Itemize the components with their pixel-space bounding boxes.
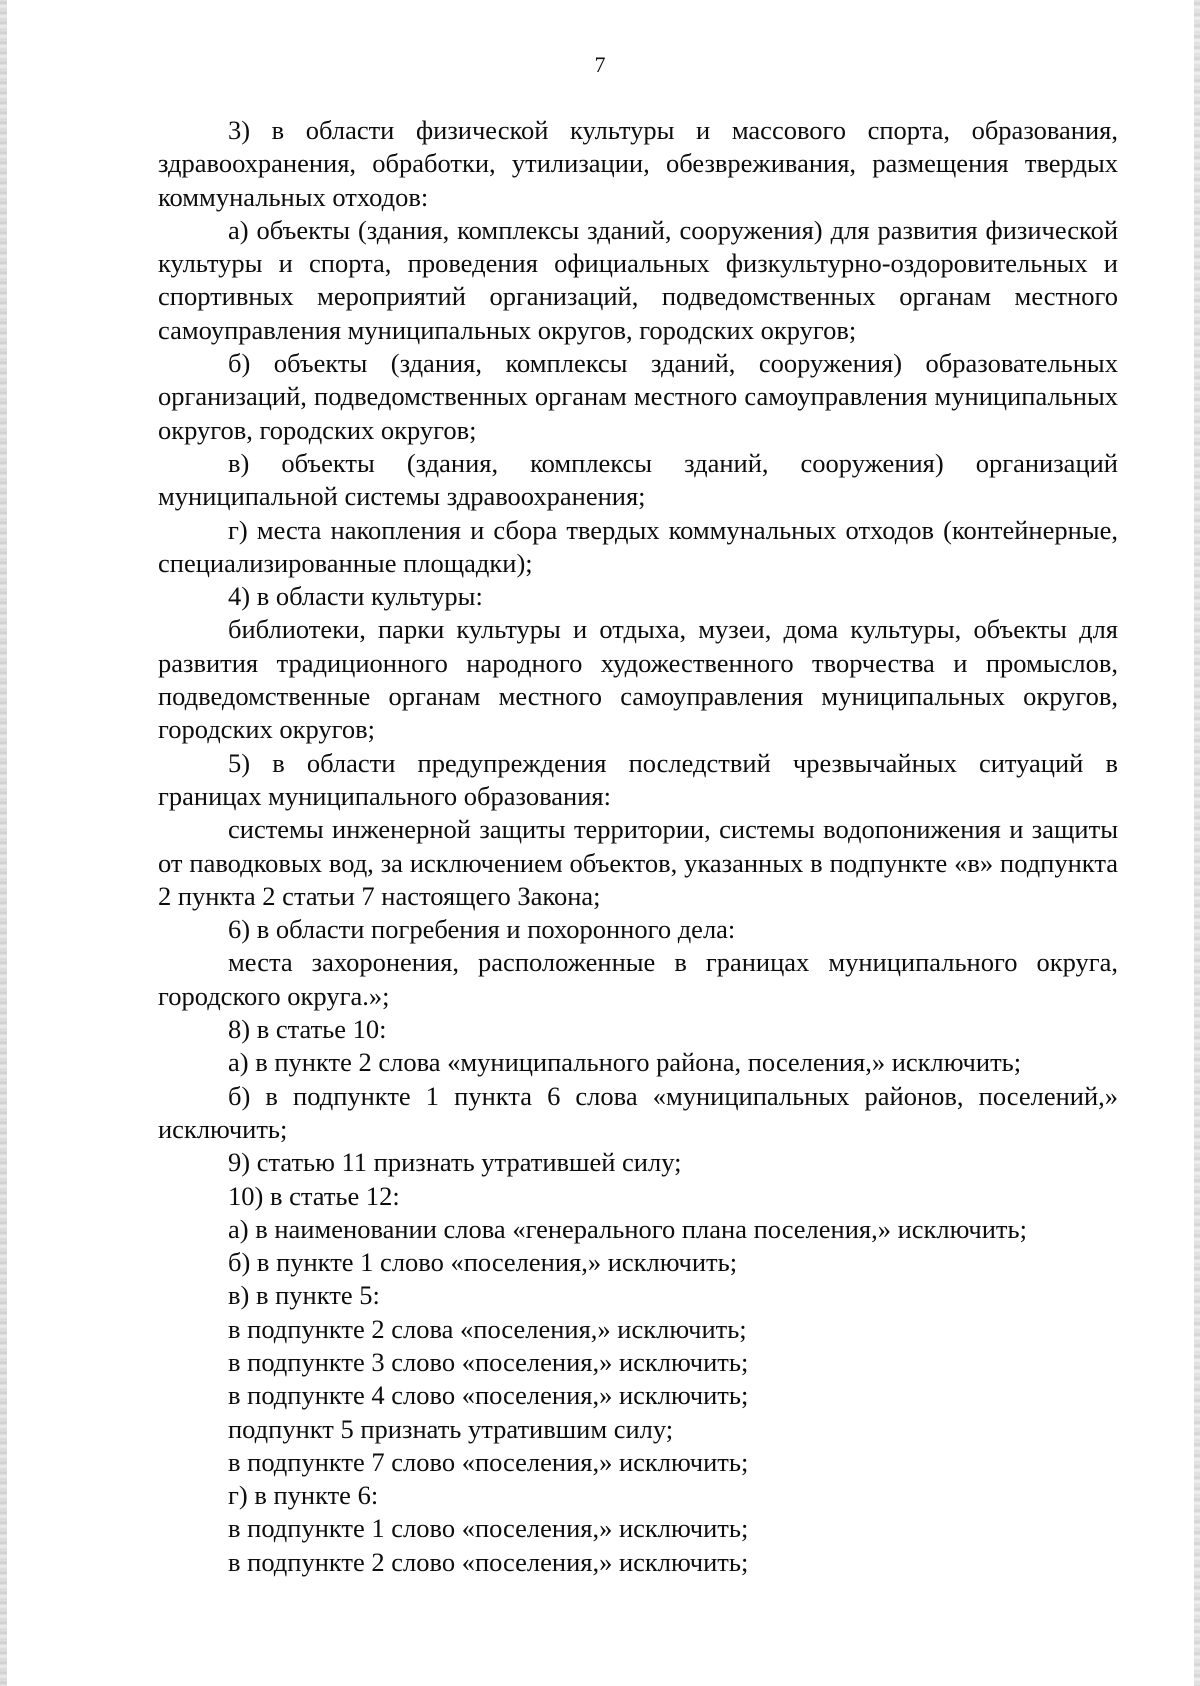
paragraph: г) места накопления и сбора твердых коммунальных отходов (контейнерные, специализированные площадки);: [158, 514, 1118, 578]
paragraph: 9) статью 11 признать утратившей силу;: [228, 1147, 682, 1178]
paragraph: в подпункте 2 слово «поселения,» исключить;: [228, 1546, 749, 1577]
paragraph: в) объекты (здания, комплексы зданий, сооружения) организаций муниципальной системы здравоохранения;: [158, 447, 1118, 512]
paragraph: г) в пункте 6:: [228, 1480, 379, 1511]
paragraph: в подпункте 1 слово «поселения,» исключить;: [228, 1513, 749, 1544]
paragraph: а) в наименовании слова «генерального плана поселения,» исключить;: [228, 1213, 1027, 1244]
paragraph: в подпункте 3 слово «поселения,» исключить;: [228, 1346, 749, 1377]
scan-edge-right: [1194, 0, 1200, 1686]
paragraph: подпункт 5 признать утратившим силу;: [228, 1413, 674, 1444]
paragraph: в) в пункте 5:: [228, 1280, 380, 1311]
paragraph: б) в подпункте 1 пункта 6 слова «муниципальных районов, поселений,» исключить;: [158, 1080, 1118, 1144]
document-body: [158, 114, 1118, 1579]
paragraph: 3) в области физической культуры и массового спорта, образования, здравоохранения, обработки, утилизации, обезвреживания, размещения твердых коммунальных отходов:: [158, 115, 1118, 212]
paragraph: б) в пункте 1 слово «поселения,» исключить;: [228, 1247, 738, 1278]
paragraph: а) в пункте 2 слова «муниципального района, поселения,» исключить;: [228, 1047, 1022, 1078]
paragraph: 6) в области погребения и похоронного дела:: [228, 914, 736, 945]
paragraph: 5) в области предупреждения последствий чрезвычайных ситуаций в границах муниципального образования:: [158, 747, 1118, 811]
paragraph: в подпункте 7 слово «поселения,» исключить;: [228, 1446, 749, 1477]
paragraph: места захоронения, расположенные в границах муниципального округа, городского округа.»;: [158, 947, 1118, 1011]
paragraph: б) объекты (здания, комплексы зданий, сооружения) образовательных организаций, подведомственных органам местного самоуправления муниципальных округов, городских округов;: [158, 348, 1118, 445]
paragraph: 8) в статье 10:: [228, 1014, 387, 1045]
paragraph: 4) в области культуры:: [228, 581, 483, 612]
paragraph: в подпункте 2 слова «поселения,» исключить;: [228, 1313, 747, 1344]
paragraph: библиотеки, парки культуры и отдыха, музеи, дома культуры, объекты для развития традиционного народного художественного творчества и промыслов, подведомственные органам местного самоуправления муниципальных округов, городских округов;: [158, 614, 1118, 745]
paragraph: в подпункте 4 слово «поселения,» исключить;: [228, 1380, 749, 1411]
paragraph: а) объекты (здания, комплексы зданий, сооружения) для развития физической культуры и спорта, проведения официальных физкультурно-оздоровительных и спортивных мероприятий организаций, подведомственных органам местного самоуправления муниципальных округов, городских округов;: [158, 214, 1118, 345]
paragraph: системы инженерной защиты территории, системы водопонижения и защиты от паводковых вод, за исключением объектов, указанных в подпункте «в» подпункта 2 пункта 2 статьи 7 настоящего Закона;: [158, 814, 1118, 911]
paragraph: 10) в статье 12:: [228, 1180, 400, 1211]
page-number: 7: [594, 52, 606, 77]
scan-edge-left: [0, 0, 7, 1686]
